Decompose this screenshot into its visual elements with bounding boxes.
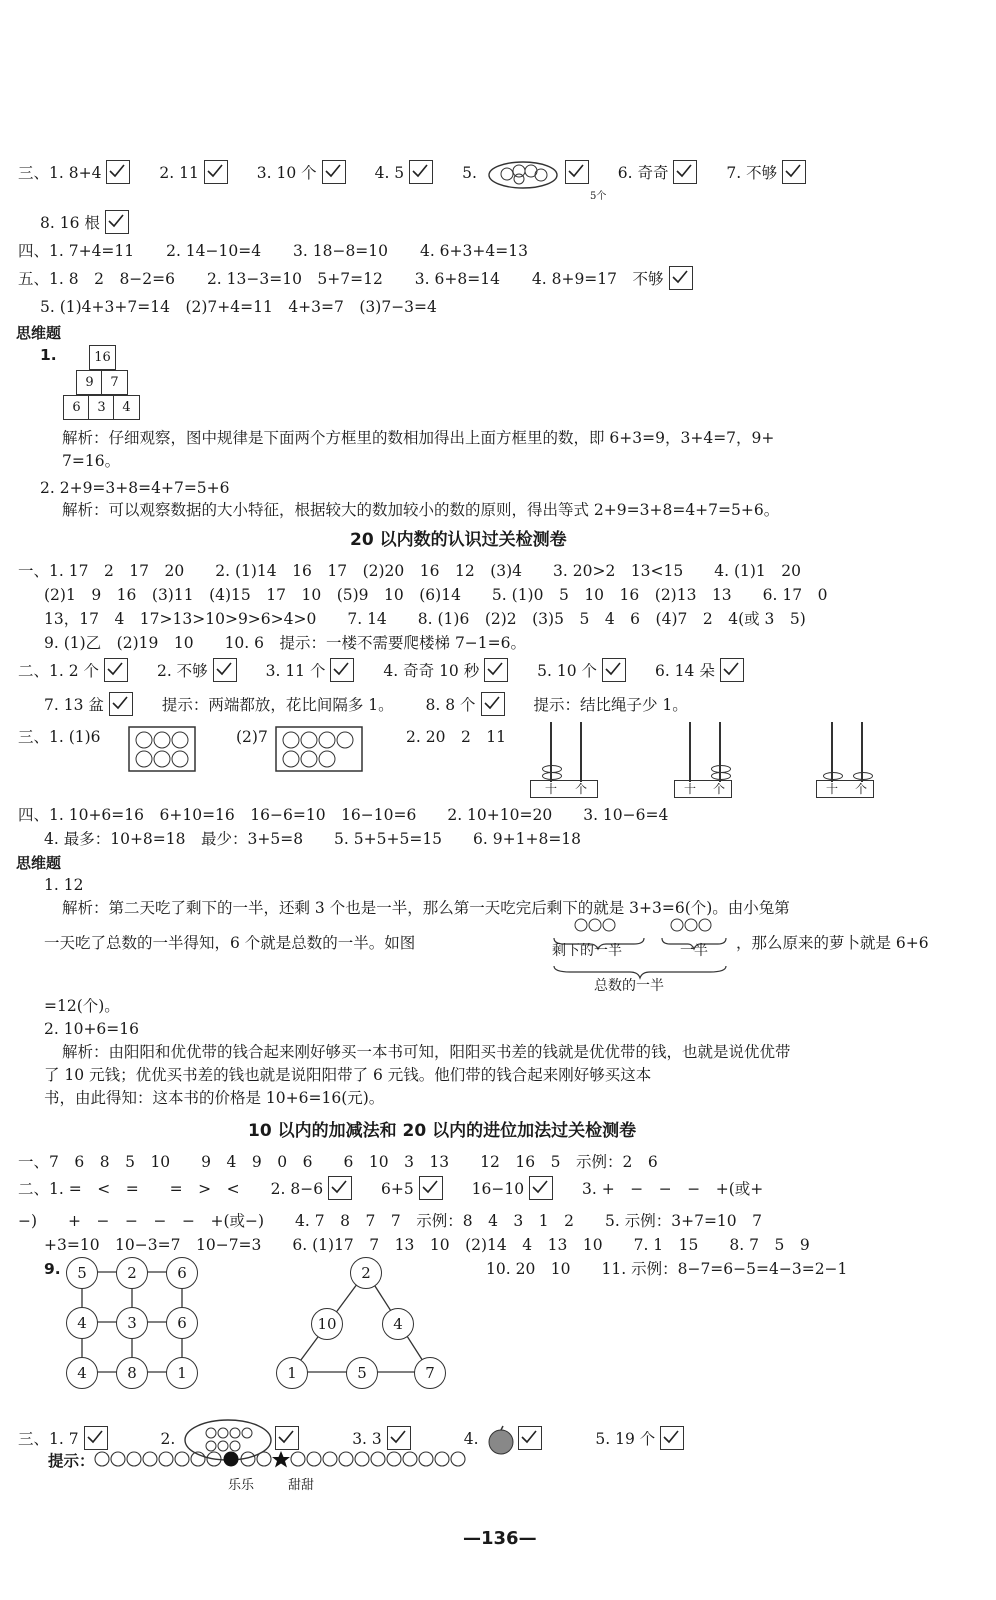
answer-line [40, 212, 129, 236]
answer-text: 8. 16 根 [40, 214, 100, 232]
answer-text: 2. 14−10=4 [166, 242, 262, 260]
grid-circle: 6 [166, 1307, 198, 1339]
checkbox-checked [782, 160, 806, 184]
answer-line: 9. (1)乙 (2)19 10 10. 6 提示：一楼不需要爬楼梯 7−1=6。 [44, 634, 526, 652]
answer-text: 3. 6+8=14 [414, 270, 500, 288]
plate-caption: 5个 [590, 191, 607, 202]
answer-text: 三、1. (1)6 [18, 728, 101, 746]
answer-text: 7. 不够 [726, 164, 778, 182]
answer-line: 2. 2+9=3+8=4+7=5+6 [40, 479, 230, 497]
checkbox-checked [109, 692, 133, 716]
grid-circle: 5 [66, 1257, 98, 1289]
checkbox-checked [409, 160, 433, 184]
answer-line: 四、1. 10+6=16 6+10=16 16−6=10 16−10=6 2. 10+10=20 3. 10−6=4 [18, 806, 669, 824]
section-title: 20 以内数的认识过关检测卷 [350, 530, 567, 550]
pyramid-box: 7 [101, 370, 128, 395]
triangle-circle: 5 [346, 1357, 378, 1389]
checkbox-checked [481, 692, 505, 716]
answer-line [18, 241, 531, 261]
checkbox-checked [204, 160, 228, 184]
queue-circles-row [94, 1448, 476, 1470]
explanation-text: 解析：由阳阳和优优带的钱合起来刚好够买一本书可知，阳阳买书差的钱就是优优带的钱，也就是说优优带 [62, 1043, 791, 1061]
answer-line: 5. (1)4+3+7=14 (2)7+4=11 4+3=7 (3)7−3=4 [40, 298, 437, 316]
answer-text: 3. 3 [352, 1430, 382, 1448]
answer-text: 16−10 [471, 1180, 525, 1198]
answer-text: 三、1. 7 [18, 1430, 79, 1448]
checkbox-checked [529, 1176, 553, 1200]
answer-text: 8. 8 个 [425, 696, 476, 714]
checkbox-checked [419, 1176, 443, 1200]
answer-text: 2. 20 2 11 [406, 728, 507, 746]
answer-text: 4. 6+3+4=13 [419, 242, 528, 260]
abacus-label-tens: 十 [684, 782, 697, 796]
hint-text: 提示：结比绳子少 1。 [533, 696, 688, 714]
circle-grid-7 [275, 726, 365, 774]
answer-line [44, 694, 691, 718]
question-number: 1. [40, 346, 57, 364]
answer-text: 4. 奇奇 10 秒 [383, 662, 480, 680]
hint-text: 提示：两端都放，花比间隔多 1。 [161, 696, 394, 714]
abacus-label-ones: 个 [713, 782, 726, 796]
grid-circle: 6 [166, 1257, 198, 1289]
answer-line [18, 157, 806, 191]
answer-line: 4. 最多：10+8=18 最少：3+5=8 5. 5+5+5=15 6. 9+1+8=18 [44, 830, 582, 848]
abacus-label-tens: 十 [545, 782, 558, 796]
answer-text: 二、1. = < = = > < 2. 8−6 [18, 1180, 324, 1198]
name-label-lele: 乐乐 [228, 1478, 255, 1493]
answer-text: 6+5 [381, 1180, 414, 1198]
checkbox-checked [213, 658, 237, 682]
pyramid-box: 6 [63, 395, 90, 420]
pyramid-box: 9 [76, 370, 103, 395]
triangle-circle: 2 [350, 1257, 382, 1289]
checkbox-checked [328, 1176, 352, 1200]
explanation-text: 7=16。 [62, 452, 121, 470]
answer-text: 二、1. 2 个 [18, 662, 100, 680]
answer-line: 一、7 6 8 5 10 9 4 9 0 6 6 10 3 13 12 16 5 示例：2 6 [18, 1153, 658, 1171]
triangle-circle: 1 [276, 1357, 308, 1389]
answer-text: 3. + − − − +(或+ [582, 1180, 764, 1198]
brace-label: 剩下的一半 [552, 943, 622, 959]
name-label-tiantian: 甜甜 [288, 1478, 315, 1493]
grid-circle: 3 [116, 1307, 148, 1339]
circle-grid-6 [128, 726, 198, 774]
checkbox-checked [275, 1426, 299, 1450]
answer-text: 2. [160, 1430, 176, 1448]
answer-line: 2. 10+6=16 [44, 1020, 139, 1038]
section-label: 思维题 [16, 854, 62, 872]
explanation-text: 书，由此得知：这本书的价格是 10+6=16(元)。 [44, 1089, 385, 1107]
grid-circle: 1 [166, 1357, 198, 1389]
triangle-circle: 7 [414, 1357, 446, 1389]
abacus-label-ones: 个 [575, 782, 588, 796]
answer-line: 1. 12 [44, 876, 84, 894]
answer-text: 3. 18−8=10 [293, 242, 389, 260]
section-title: 10 以内的加减法和 20 以内的进位加法过关检测卷 [248, 1121, 637, 1141]
answer-text: 4. 5 [374, 164, 405, 182]
checkbox-checked [322, 160, 346, 184]
grid-circle: 4 [66, 1307, 98, 1339]
answer-text: 三、1. 8+4 [18, 164, 102, 182]
grid-circle: 2 [116, 1257, 148, 1289]
plate-of-eggs-icon [485, 157, 563, 191]
hint-label: 提示： [48, 1452, 95, 1470]
triangle-circle: 4 [382, 1308, 414, 1340]
checkbox-checked [720, 658, 744, 682]
abacus-label-ones: 个 [855, 782, 868, 796]
answer-text: 3. 11 个 [265, 662, 326, 680]
answer-text: 4. 8+9=17 不够 [531, 270, 664, 288]
brace-label: 一半 [680, 943, 708, 959]
answer-line [18, 660, 744, 684]
explanation-text: 了 10 元钱；优优买书差的钱也就是说阳阳带了 6 元钱。他们带的钱合起来刚好够买这本 [44, 1066, 652, 1084]
checkbox-checked [565, 160, 589, 184]
checkbox-checked [84, 1426, 108, 1450]
answer-text: 7. 13 盆 [44, 696, 104, 714]
answer-line: 13，17 4 17>13>10>9>6>4>0 7. 14 8. (1)6 (2)2 (3)5 5 4 6 (4)7 2 4(或 3 5) [44, 610, 806, 628]
answer-line [18, 268, 693, 292]
section-label: 思维题 [16, 324, 62, 342]
page-number: —136— [463, 1528, 537, 1549]
checkbox-checked [602, 658, 626, 682]
apple-icon [486, 1425, 516, 1455]
explanation-text: ，那么原来的萝卜就是 6+6 [736, 934, 929, 952]
answer-text: 5. 19 个 [595, 1430, 656, 1448]
answer-text: 5. [462, 164, 477, 182]
abacus [674, 722, 744, 798]
answer-text: 3. 10 个 [256, 164, 317, 182]
explanation-text: 解析：可以观察数据的大小特征，根据较大的数加较小的数的原则，得出等式 2+9=3+8=4+7=5+6。 [62, 501, 780, 519]
answer-text: 5. 10 个 [537, 662, 598, 680]
explanation-text: =12(个)。 [44, 997, 120, 1015]
brace-label: 总数的一半 [594, 978, 664, 994]
answer-text: 2. 13−3=10 5+7=12 [206, 270, 383, 288]
checkbox-checked [518, 1426, 542, 1450]
grid-circle: 4 [66, 1357, 98, 1389]
answer-line: 10. 20 10 11. 示例：8−7=6−5=4−3=2−1 [486, 1260, 848, 1278]
abacus [816, 722, 886, 798]
answer-line: −) + − − − − +(或−) 4. 7 8 7 7 示例：8 4 3 1 2 5. 示例：3+7=10 7 [18, 1212, 763, 1230]
answer-text: 2. 不够 [156, 662, 208, 680]
pyramid-box: 3 [88, 395, 115, 420]
checkbox-checked [330, 658, 354, 682]
checkbox-checked [669, 266, 693, 290]
question-number: 9. [44, 1260, 61, 1278]
answer-text: 4. [463, 1430, 479, 1448]
explanation-text: 解析：仔细观察，图中规律是下面两个方框里的数相加得出上面方框里的数，即 6+3=9，3+4=7，9+ [62, 429, 775, 447]
checkbox-checked [660, 1426, 684, 1450]
triangle-circle: 10 [311, 1308, 343, 1340]
explanation-text: 一天吃了总数的一半得知，6 个就是总数的一半。如图 [44, 934, 416, 952]
pyramid-box: 4 [113, 395, 140, 420]
answer-line: +3=10 10−3=7 10−7=3 6. (1)17 7 13 10 (2)14 4 13 10 7. 1 15 8. 7 5 9 [44, 1236, 810, 1254]
answer-line [18, 1178, 766, 1202]
checkbox-checked [484, 658, 508, 682]
explanation-text: 解析：第二天吃了剩下的一半，还剩 3 个也是一半，那么第一天吃完后剩下的就是 3+3=6(个)。由小兔第 [62, 899, 790, 917]
abacus [530, 722, 600, 798]
checkbox-checked [104, 658, 128, 682]
answer-line: 一、1. 17 2 17 20 2. (1)14 16 17 (2)20 16 12 (3)4 3. 20>2 13<15 4. (1)1 20 [18, 562, 802, 580]
answer-text: 6. 14 朵 [654, 662, 715, 680]
answer-text: 2. 11 [159, 164, 199, 182]
pyramid-box: 16 [89, 345, 116, 370]
checkbox-checked [387, 1426, 411, 1450]
abacus-label-tens: 十 [826, 782, 839, 796]
checkbox-checked [105, 210, 129, 234]
checkbox-checked [106, 160, 130, 184]
checkbox-checked [673, 160, 697, 184]
answer-text: 6. 奇奇 [617, 164, 669, 182]
answer-text: 五、1. 8 2 8−2=6 [18, 270, 175, 288]
answer-line: (2)1 9 16 (3)11 (4)15 17 10 (5)9 10 (6)14 5. (1)0 5 10 16 (2)13 13 6. 17 0 [44, 586, 828, 604]
answer-text: (2)7 [236, 728, 268, 746]
answer-text: 四、1. 7+4=11 [18, 242, 135, 260]
grid-circle: 8 [116, 1357, 148, 1389]
